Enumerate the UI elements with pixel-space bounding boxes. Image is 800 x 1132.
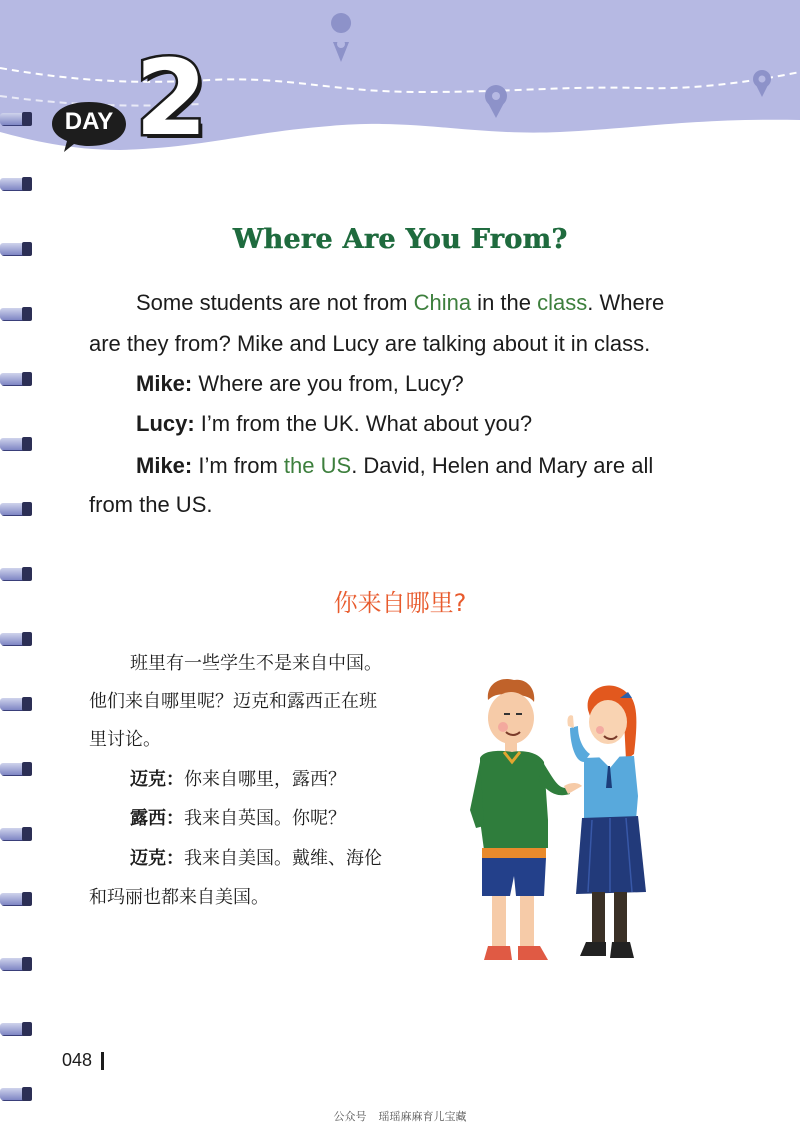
page-number-bar: [101, 1052, 104, 1070]
mike-figure: [470, 679, 582, 960]
translation-title: 你来自哪里?: [333, 589, 467, 617]
spiral-ring: [0, 825, 34, 845]
translation-dialogue-line: 迈克：你来自哪里，露西？: [130, 769, 346, 790]
speaker-name: Lucy:: [136, 411, 195, 436]
lucy-figure: [567, 686, 646, 958]
watermark: 公众号 瑶瑶麻麻育儿宝藏: [333, 1110, 467, 1123]
spiral-ring: [0, 110, 34, 130]
mike-and-lucy-illustration: [460, 670, 660, 970]
spiral-ring: [0, 175, 34, 195]
spiral-ring: [0, 500, 34, 520]
spiral-ring: [0, 955, 34, 975]
story-paragraph-line: Some students are not from China in the class. Where: [136, 290, 665, 315]
speaker-name: Mike:: [136, 453, 193, 478]
translation-line: 里讨论。: [89, 729, 161, 750]
translation-dialogue-line: 露西：我来自英国。你呢？: [130, 808, 346, 829]
spiral-ring: [0, 695, 34, 715]
dialogue-line: Mike: I’m from the US. David, Helen and Mary are all: [136, 453, 654, 478]
spiral-ring: [0, 1085, 34, 1105]
spiral-ring: [0, 890, 34, 910]
day-number: 2: [135, 37, 208, 159]
spiral-ring: [0, 370, 34, 390]
spiral-ring: [0, 630, 34, 650]
spiral-ring: [0, 1020, 34, 1040]
dialogue-line: Mike: Where are you from, Lucy?: [136, 371, 464, 396]
translation-dialogue-line: 迈克：我来自美国。戴维、海伦: [130, 848, 382, 869]
day-label: DAY: [64, 108, 114, 135]
story-title: Where Are You From?: [232, 224, 568, 255]
page-number: 048: [62, 1050, 93, 1070]
translation-line: 班里有一些学生不是来自中国。: [130, 653, 382, 674]
spiral-ring: [0, 565, 34, 585]
speaker-name: Mike:: [136, 371, 193, 396]
dialogue-line: Lucy: I’m from the UK. What about you?: [136, 411, 533, 436]
spiral-ring: [0, 760, 34, 780]
spiral-ring: [0, 305, 34, 325]
story-paragraph-line: are they from? Mike and Lucy are talking about it in class.: [89, 331, 651, 356]
dialogue-line: from the US.: [89, 492, 213, 517]
translation-line: 和玛丽也都来自美国。: [89, 887, 269, 908]
translation-line: 他们来自哪里呢？迈克和露西正在班: [89, 691, 377, 712]
spiral-ring: [0, 435, 34, 455]
